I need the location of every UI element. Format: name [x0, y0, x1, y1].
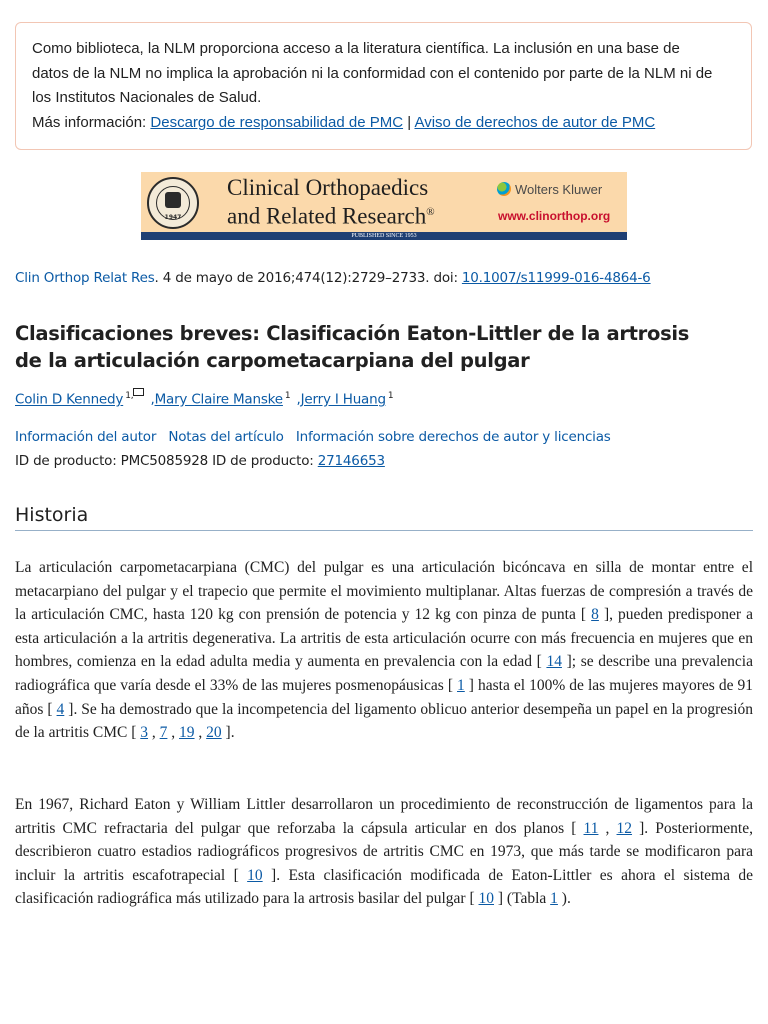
wolters-kluwer-icon	[497, 182, 511, 196]
notice-line: datos de la NLM no implica la aprobación ni la conformidad con el contenido por parte de la NLM ni de	[32, 64, 713, 82]
article-ids: ID de producto: PMC5085928 ID de producto: 27146653	[15, 453, 385, 469]
journal-site: www.clinorthop.org	[498, 209, 611, 223]
disclaimer-link[interactable]: Descargo de responsabilidad de PMC	[150, 113, 404, 131]
reference-link[interactable]: 8	[591, 606, 599, 624]
published-since-strip: PUBLISHED SINCE 1953	[141, 232, 627, 240]
article-notes-link[interactable]: Notas del artículo	[168, 429, 284, 445]
reference-link[interactable]: 1	[457, 676, 465, 694]
notice-more	[32, 111, 735, 136]
journal-banner[interactable]	[141, 172, 627, 240]
reference-link[interactable]: 3	[140, 724, 149, 742]
reference-link[interactable]: 14	[546, 653, 562, 671]
article-meta-links	[15, 429, 619, 445]
publisher-logo: Wolters Kluwer	[497, 182, 602, 197]
author-list: Colin D Kennedy $^{1,}$ ,Mary Claire Manske $^1$ ,Jerry I Huang $^1$	[15, 388, 395, 408]
copyright-info-link[interactable]: Información sobre derechos de autor y licencias	[295, 429, 611, 445]
author-link[interactable]: Colin D Kennedy	[15, 391, 124, 408]
disclaimer-notice	[15, 22, 752, 150]
association-seal-icon: 1947	[147, 177, 199, 229]
paragraph: La articulación carpometacarpiana (CMC) del pulgar es una articulación bicóncava en silla de montar entre el metacarpiano del pulgar y el trapecio que permite el movimiento multiplanar. Altas fuerzas de compresión a través de la articulación CMC, hasta 120 kg con prensión de potencia y 12 kg con pinza de punta [ 8 ], pueden predisponer a esta articulación a la artritis degenerativa. La artritis de esta articulación ocurre con más frecuencia en mujeres que en hombres, comienza en la edad adulta media y aumenta en prevalencia con la edad [ 14 ]; se describe una prevalencia radiográfica que varía desde el 33% de las mujeres posmenopáusicas [ 1 ] hasta el 100% de las mujeres mayores de 91 años [ 4 ]. Se ha demostrado que la incompetencia del ligamento oblicuo anterior desempeña un papel en la progresión de la artritis CMC [ 3 , 7 , 19 , 20 ].	[15, 559, 754, 742]
reference-link[interactable]: 10	[247, 866, 263, 884]
reference-link[interactable]: 4	[56, 700, 65, 718]
journal-title: Clinical Orthopaedics and Related Research®	[227, 175, 435, 229]
paragraph: En 1967, Richard Eaton y William Littler desarrollaron un procedimiento de reconstrucción de ligamentos para la artritis CMC refractaria del pulgar que reforzaba la cápsula articular en dos planos [ 11 , 12 ]. Posteriormente, describieron cuatro estadios radiográficos progresivos de artritis CMC en 1973, que más tarde se modificaron para incluir la artritis escafotrapecial [ 10 ]. Esta clasificación modificada de Eaton-Littler es ahora el sistema de clasificación radiográfica más utilizado para la artrosis basilar del pulgar [ 10 ] (Tabla 1 ).	[15, 796, 753, 908]
link-separator: |	[407, 113, 412, 131]
doi-link[interactable]: 10.1007/s11999-016-4864-6	[461, 270, 651, 286]
pmid-link[interactable]: 27146653	[317, 453, 385, 469]
more-info-label: Más información:	[32, 113, 147, 131]
notice-line: Como biblioteca, la NLM proporciona acceso a la literatura científica. La inclusión en una base de	[32, 40, 680, 57]
reference-link[interactable]: 20	[206, 724, 222, 742]
table-link[interactable]: 1	[550, 890, 558, 908]
citation: Clin Orthop Relat Res. 4 de mayo de 2016;474(12):2729–2733. doi: 10.1007/s11999-016-4864-6	[15, 270, 651, 286]
section-heading: Historia	[15, 504, 753, 531]
author-info-link[interactable]: Información del autor	[15, 429, 157, 445]
notice-line: los Institutos Nacionales de Salud.	[32, 89, 262, 106]
reference-link[interactable]: 19	[179, 724, 195, 742]
envelope-icon[interactable]	[133, 388, 144, 396]
author-link[interactable]: Jerry I Huang	[300, 391, 386, 408]
article-title: Clasificaciones breves: Clasificación Eaton-Littler de la artrosis de la articulación carpometacarpiana del pulgar	[15, 322, 690, 372]
copyright-notice-link[interactable]: Aviso de derechos de autor de PMC	[414, 113, 656, 131]
reference-link[interactable]: 11	[583, 819, 599, 837]
reference-link[interactable]: 7	[159, 724, 168, 742]
author-link[interactable]: Mary Claire Manske	[154, 391, 283, 408]
journal-link[interactable]: Clin Orthop Relat Res	[15, 270, 155, 286]
reference-link[interactable]: 10	[478, 890, 495, 908]
reference-link[interactable]: 12	[616, 819, 633, 837]
